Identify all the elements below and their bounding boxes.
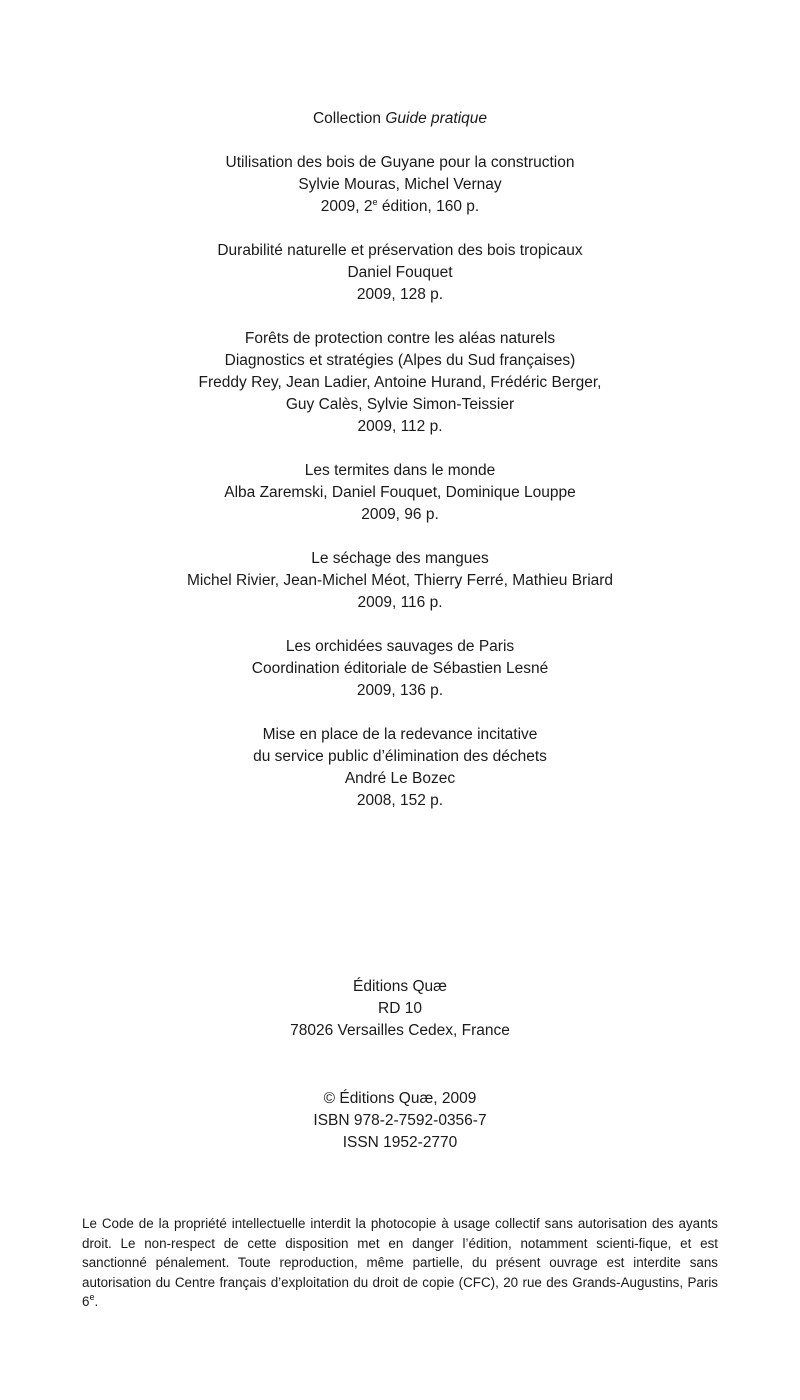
book-edition: 2008, 152 p. bbox=[356, 792, 444, 809]
book-entry bbox=[0, 548, 800, 614]
book-authors: Michel Rivier, Jean-Michel Méot, Thierry Ferré, Mathieu Briard bbox=[186, 572, 614, 589]
legal-notice-superscript: e bbox=[89, 1292, 95, 1303]
book-entry bbox=[0, 240, 800, 306]
book-title: Le séchage des mangues bbox=[311, 550, 489, 567]
book-edition: 2009, 112 p. bbox=[357, 418, 443, 435]
copyright-notice: © Éditions Quæ, 2009 bbox=[323, 1090, 477, 1107]
book-edition bbox=[0, 196, 800, 218]
isbn: ISBN 978-2-7592-0356-7 bbox=[313, 1112, 487, 1129]
book-subtitle: Diagnostics et stratégies (Alpes du Sud françaises) bbox=[224, 352, 576, 369]
publisher-name: Éditions Quæ bbox=[353, 978, 447, 995]
collection-title bbox=[0, 108, 800, 130]
book-authors: Sylvie Mouras, Michel Vernay bbox=[298, 176, 502, 193]
book-entry bbox=[0, 328, 800, 438]
book-authors: Freddy Rey, Jean Ladier, Antoine Hurand, Frédéric Berger, bbox=[198, 374, 602, 391]
book-edition: 2009, 116 p. bbox=[357, 594, 443, 611]
book-edition-pages: édition, 160 p. bbox=[377, 198, 480, 215]
book-title: Les termites dans le monde bbox=[304, 462, 496, 479]
book-authors: Coordination éditoriale de Sébastien Lesné bbox=[251, 660, 549, 677]
legal-notice-text: Le Code de la propriété intellectuelle interdit la photocopie à usage collectif sans autorisation des ayants droit. Le non-respect de cette disposition met en danger l’édition, notamment scienti-fique, et est sanctionné pénalement. Toute reproduction, même partielle, du présent ouvrage est interdite sans autorisation du Centre français d’exploitation du droit de copie (CFC), 20 rue des Grands-Augustins, Paris 6 bbox=[82, 1216, 718, 1310]
book-title: Forêts de protection contre les aléas naturels bbox=[244, 330, 556, 347]
book-title: Utilisation des bois de Guyane pour la construction bbox=[225, 154, 575, 171]
issn: ISSN 1952-2770 bbox=[342, 1134, 458, 1151]
book-edition: 2009, 128 p. bbox=[356, 286, 444, 303]
book-authors: André Le Bozec bbox=[344, 770, 456, 787]
copyright-block bbox=[0, 1088, 800, 1154]
book-title: Durabilité naturelle et préservation des bois tropicaux bbox=[217, 242, 583, 259]
book-authors: Alba Zaremski, Daniel Fouquet, Dominique Louppe bbox=[224, 484, 576, 501]
legal-notice bbox=[82, 1214, 718, 1312]
book-edition: 2009, 96 p. bbox=[361, 506, 439, 523]
publisher-road: RD 10 bbox=[378, 1000, 422, 1017]
book-title-continued: du service public d’élimination des déchets bbox=[253, 748, 547, 765]
book-edition-year: 2009, 2 bbox=[320, 198, 373, 215]
book-title: Les orchidées sauvages de Paris bbox=[285, 638, 515, 655]
book-title: Mise en place de la redevance incitative bbox=[262, 726, 538, 743]
book-entry bbox=[0, 724, 800, 812]
legal-notice-end: . bbox=[94, 1294, 99, 1310]
book-authors: Daniel Fouquet bbox=[347, 264, 453, 281]
publisher-address bbox=[0, 976, 800, 1042]
book-entry bbox=[0, 636, 800, 702]
book-edition: 2009, 136 p. bbox=[356, 682, 444, 699]
book-entry bbox=[0, 152, 800, 218]
book-authors-continued: Guy Calès, Sylvie Simon-Teissier bbox=[285, 396, 515, 413]
collection-prefix: Collection bbox=[312, 110, 382, 127]
collection-name: Guide pratique bbox=[385, 110, 488, 127]
book-entry bbox=[0, 460, 800, 526]
series-list bbox=[0, 108, 800, 812]
publisher-city: 78026 Versailles Cedex, France bbox=[290, 1022, 510, 1039]
book-edition-superscript: e bbox=[372, 197, 378, 207]
